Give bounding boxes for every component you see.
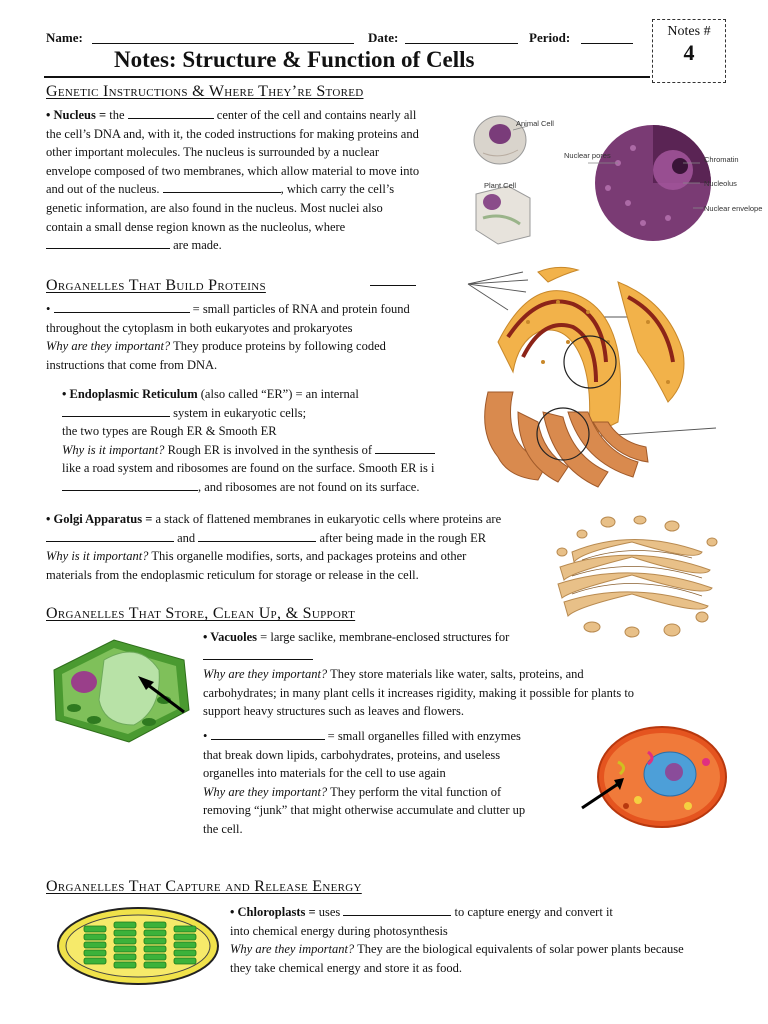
nucleus-text: other important molecules. The nucleus is surrounded by a nuclear	[46, 145, 380, 160]
plant-cell-figure	[44, 630, 194, 750]
nucleus-text: center of the cell and contains nearly all	[213, 108, 417, 122]
ribosomes-paragraph: • = small particles of RNA and protein found throughout the cytoplasm in both eukaryotes and prokaryotes Why are they important? They produce proteins by following coded instructions that come from DNA.	[46, 300, 466, 374]
name-label: Name:	[46, 30, 83, 45]
er-text: like a road system and ribosomes are found on the surface. Smooth ER is i	[62, 461, 435, 476]
ribosomes-text: instructions that come from DNA.	[46, 357, 218, 372]
ribosomes-text: throughout the cytoplasm in both eukaryotes and prokaryotes	[46, 320, 353, 335]
nucleus-paragraph	[46, 106, 466, 255]
title-rule	[44, 76, 650, 78]
vacuoles-paragraph	[203, 628, 703, 721]
ribosomes-text: = small particles of RNA and protein found	[189, 302, 410, 316]
er-text: system in eukaryotic cells;	[170, 405, 307, 420]
blank-field[interactable]	[46, 236, 170, 249]
vacuoles-text: carbohydrates; in many plant cells it increases rigidity, making it possible for plants to	[203, 685, 635, 700]
nucleus-term: • Nucleus =	[46, 108, 107, 122]
vacuoles-text: = large saclike, membrane-enclosed structures for	[257, 630, 510, 644]
golgi-text: This organelle modifies, sorts, and packages proteins and other	[148, 549, 467, 564]
why-label: Why is it important?	[46, 549, 149, 564]
er-paragraph	[62, 385, 482, 497]
lysosomes-text: = small organelles filled with enzymes	[324, 729, 521, 743]
why-label: Why is it important?	[62, 442, 165, 457]
er-text: Rough ER is involved in the synthesis of	[164, 442, 373, 457]
nucleus-text: and out of the nucleus.	[46, 182, 160, 197]
page-title: Notes: Structure & Function of Cells	[114, 47, 475, 72]
why-label: Why are they important?	[203, 784, 328, 799]
lysosomes-text: the cell.	[203, 821, 243, 836]
period-field-line[interactable]	[581, 43, 633, 44]
golgi-text: a stack of flattened membranes in eukaryotic cells where proteins are	[152, 512, 502, 526]
chloroplasts-text: They are the biological equivalents of solar power plants because	[354, 942, 684, 957]
why-label: Why are they important?	[46, 339, 171, 354]
label-animal-cell: Animal Cell	[516, 119, 554, 128]
why-label: Why are they important?	[203, 667, 328, 682]
golgi-figure	[552, 512, 718, 642]
chloroplasts-text: they take chemical energy and store it as food.	[230, 960, 462, 975]
blank-field[interactable]	[62, 404, 170, 417]
vacuoles-term: • Vacuoles	[203, 630, 258, 644]
blank-field[interactable]	[54, 300, 190, 313]
chloroplast-figure	[56, 906, 220, 986]
label-nuclear-envelope: Nuclear envelope	[704, 204, 763, 213]
lysosome-figure	[578, 722, 730, 834]
section-heading-store: Organelles That Store, Clean Up, & Support	[46, 605, 356, 622]
er-figure	[468, 262, 728, 500]
lysosomes-text: that break down lipids, carbohydrates, proteins, and useless	[203, 747, 501, 762]
chloroplasts-paragraph	[230, 903, 750, 977]
blank-field[interactable]	[128, 106, 214, 119]
nucleus-text: genetic information, are also found in the nucleus. Most nuclei also	[46, 200, 383, 215]
golgi-term: • Golgi Apparatus =	[46, 512, 153, 526]
blank-field[interactable]	[203, 647, 313, 660]
er-term: • Endoplasmic Reticulum	[62, 387, 198, 401]
chloroplasts-term: • Chloroplasts =	[230, 905, 316, 919]
vacuoles-text: support heavy structures such as leaves and flowers.	[203, 704, 465, 719]
nucleus-figure	[468, 108, 763, 260]
chloroplasts-text: uses	[315, 905, 341, 919]
label-nucleolus: Nucleolus	[704, 179, 737, 188]
date-field-line[interactable]	[405, 43, 518, 44]
blank-field[interactable]	[163, 180, 281, 193]
nucleus-text: are made.	[170, 238, 222, 253]
blank-field[interactable]	[375, 441, 435, 454]
date-label: Date:	[368, 30, 399, 45]
animal-cell-nucleus	[489, 124, 511, 144]
lysosomes-text: organelles into materials for the cell to use again	[203, 766, 446, 781]
nucleus-text: the	[106, 108, 125, 122]
section-heading-energy: Organelles That Capture and Release Energy	[46, 878, 362, 895]
er-text: , and ribosomes are not found on its surface.	[198, 479, 420, 494]
golgi-paragraph	[46, 510, 546, 584]
label-plant-cell: Plant Cell	[484, 181, 517, 190]
er-text: (also called “ER”) = an internal	[197, 387, 359, 401]
rough-er	[498, 267, 684, 437]
notes-label: Notes #	[667, 24, 711, 39]
chloroplasts-text: into chemical energy during photosynthesis	[230, 923, 448, 938]
golgi-text: after being made in the rough ER	[316, 530, 487, 545]
blank-field[interactable]	[46, 529, 174, 542]
why-label: Why are they important?	[230, 942, 355, 957]
lysosomes-paragraph: • = small organelles filled with enzymes that break down lipids, carbohydrates, proteins, and useless organelles into materials for the cell to use again Why are they important? They perform the vital function of removing “junk” that might otherwise accumulate and clutter up the cell.	[203, 727, 583, 839]
heading-rule	[370, 285, 416, 286]
lysosomes-text: They perform the vital function of	[327, 784, 502, 799]
blank-field[interactable]	[343, 903, 451, 916]
blank-field[interactable]	[211, 727, 325, 740]
section-heading-genetic: Genetic Instructions & Where They’re Stored	[46, 83, 364, 100]
notes-number-box	[652, 19, 726, 83]
section-heading-build: Organelles That Build Proteins	[46, 277, 266, 294]
er-text: the two types are Rough ER & Smooth ER	[62, 424, 277, 439]
smooth-er	[485, 392, 648, 487]
blank-field[interactable]	[198, 529, 316, 542]
nucleus-text: contain a small dense region known as the nucleolus, where	[46, 219, 346, 234]
nucleus-text: , which carry the cell’s	[280, 182, 395, 197]
period-label: Period:	[529, 30, 571, 45]
notes-number: 4	[683, 40, 695, 65]
lysosomes-text: removing “junk” that might otherwise accumulate and clutter up	[203, 803, 526, 818]
label-nuclear-pores: Nuclear pores	[564, 151, 611, 160]
label-chromatin: Chromatin	[704, 155, 739, 164]
golgi-text: and	[174, 530, 199, 545]
vacuoles-text: They store materials like water, salts, proteins, and	[327, 667, 584, 682]
chloroplasts-text: to capture energy and convert it	[451, 905, 613, 919]
name-field-line[interactable]	[92, 43, 354, 44]
plant-cell-nucleus	[483, 194, 501, 210]
golgi-text: materials from the endoplasmic reticulum for storage or release in the cell.	[46, 567, 419, 582]
nucleus-text: the cell’s DNA and, with it, the coded instructions for making proteins and	[46, 126, 419, 141]
blank-field[interactable]	[62, 478, 198, 491]
nucleus-text: envelope composed of two membranes, which allow material to move into	[46, 163, 420, 178]
ribosomes-text: They produce proteins by following coded	[170, 339, 386, 354]
